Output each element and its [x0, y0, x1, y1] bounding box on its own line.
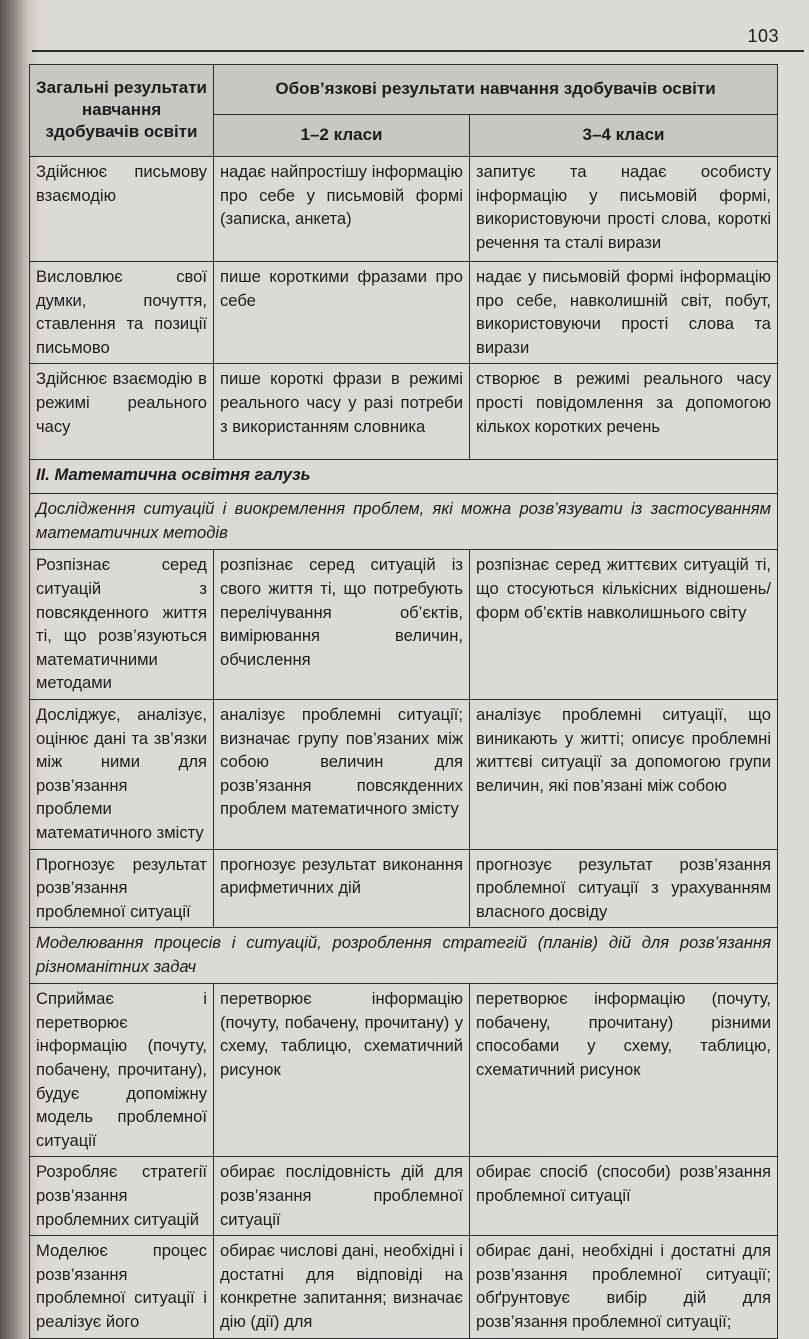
subsection-title: Моделювання процесів і ситуацій, розроблення стратегій (планів) дій для розв’язання різноманітних задач: [30, 928, 778, 984]
grade-1-2-cell: обирає числові дані, необхідні і достатні для відповіді на конкретне запитання; визначає дію (дії) для: [214, 1236, 470, 1338]
table-row: [30, 984, 778, 1157]
grade-3-4-cell: надає у письмовій формі інформацію про себе, навколишній світ, побут, використовуючи прості слова та вирази: [470, 262, 778, 364]
grade-3-4-cell: обирає дані, необхідні і достатні для розв’язання проблемної ситуації; обґрунтовує вибір дій для розв’язання проблемної ситуації;: [470, 1236, 778, 1338]
general-result-cell: Здійснює письмову взаємодію: [30, 157, 214, 262]
table-row: [30, 262, 778, 364]
grade-3-4-cell: аналізує проблемні ситуації, що виникають у житті; описує проблемні життєві ситуації за допомогою групи величин, які пов’язані між собою: [470, 699, 778, 849]
grade-3-4-cell: створює в режимі реального часу прості повідомлення за допомогою кількох коротких речень: [470, 364, 778, 460]
table-row: [30, 849, 778, 928]
header-grade-1-2: 1–2 класи: [214, 115, 470, 157]
general-result-cell: Сприймає і перетворює інформацію (почуту, побачену, прочитану), будує допоміжну модель проблемної ситуації: [30, 984, 214, 1157]
grade-3-4-cell: розпізнає серед життєвих ситуацій ті, що стосуються кількісних відношень/форм об’єктів навколишнього світу: [470, 550, 778, 700]
general-result-cell: Моделює процес розв’язання проблемної ситуації і реалізує його: [30, 1236, 214, 1338]
grade-1-2-cell: пише короткими фразами про себе: [214, 262, 470, 364]
general-result-cell: Прогнозує результат розв’язання проблемної ситуації: [30, 849, 214, 928]
header-general-results: Загальні результати навчання здобувачів освіти: [30, 65, 214, 157]
header-grade-3-4: 3–4 класи: [470, 115, 778, 157]
grade-3-4-cell: прогнозує результат розв’язання проблемної ситуації з урахуванням власного досвіду: [470, 849, 778, 928]
header-row: [30, 65, 778, 115]
grade-1-2-cell: перетворює інформацію (почуту, побачену, прочитану) у схему, таблицю, схематичний рисунок: [214, 984, 470, 1157]
table-row: [30, 364, 778, 460]
subsection-row: [30, 928, 778, 984]
grade-3-4-cell: запитує та надає особисту інформацію у письмовій формі, використовуючи прості слова, короткі речення та сталі вирази: [470, 157, 778, 262]
header-mandatory-results: Обов’язкові результати навчання здобувачів освіти: [214, 65, 778, 115]
table-row: [30, 1236, 778, 1338]
table-row: [30, 1157, 778, 1236]
grade-1-2-cell: прогнозує результат виконання арифметичних дій: [214, 849, 470, 928]
general-result-cell: Здійснює взаємодію в режимі реального часу: [30, 364, 214, 460]
grade-1-2-cell: пише короткі фрази в режимі реального часу у разі потреби з використанням словника: [214, 364, 470, 460]
general-result-cell: Висловлює свої думки, почуття, ставлення та позиції письмово: [30, 262, 214, 364]
curriculum-table: [29, 64, 778, 1339]
grade-3-4-cell: перетворює інформацію (почуту, побачену, прочитану) різними способами у схему, таблицю, схематичний рисунок: [470, 984, 778, 1157]
grade-3-4-cell: обирає спосіб (способи) розв’язання проблемної ситуації: [470, 1157, 778, 1236]
page-number: 103: [747, 26, 779, 46]
table-row: [30, 699, 778, 849]
table-row: [30, 550, 778, 700]
subsection-row: [30, 494, 778, 550]
grade-1-2-cell: обирає послідовність дій для розв’язання проблемної ситуації: [214, 1157, 470, 1236]
general-result-cell: Розпізнає серед ситуацій з повсякденного життя ті, що розв’язуються математичними методами: [30, 550, 214, 700]
grade-1-2-cell: аналізує проблемні ситуації; визначає групу пов’язаних між собою величин для розв’язання повсякденних проблем математичного змісту: [214, 699, 470, 849]
subsection-title: Дослідження ситуацій і виокремлення проблем, які можна розв’язувати із застосуванням математичних методів: [30, 494, 778, 550]
top-rule: [32, 50, 804, 52]
grade-1-2-cell: розпізнає серед ситуацій із свого життя ті, що потребують перелічування об’єктів, вимірювання величин, обчислення: [214, 550, 470, 700]
grade-1-2-cell: надає найпростішу інформацію про себе у письмовій формі (записка, анкета): [214, 157, 470, 262]
general-result-cell: Досліджує, аналізує, оцінює дані та зв’язки між ними для розв’язання проблеми математичного змісту: [30, 699, 214, 849]
section-title: ІІ. Математична освітня галузь: [30, 460, 778, 494]
general-result-cell: Розробляє стратегії розв’язання проблемних ситуацій: [30, 1157, 214, 1236]
table-row: [30, 157, 778, 262]
section-row: [30, 460, 778, 494]
